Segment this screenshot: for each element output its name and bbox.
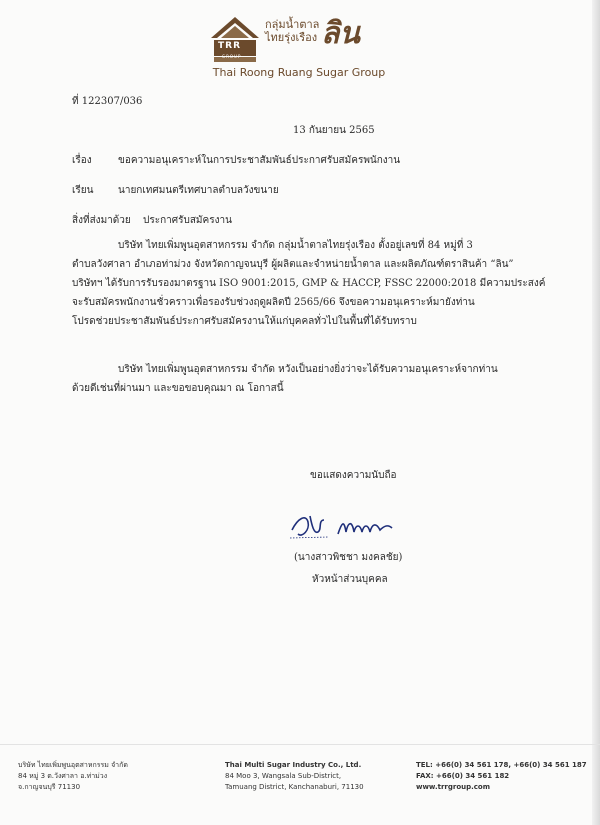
brand-lin-wordmark: ลิน [321,16,360,51]
closing-text: ขอแสดงความนับถือ [310,470,397,481]
brand-thai-name [265,18,319,44]
recipient-label: เรียน [72,185,94,196]
footer-line: Thai Multi Sugar Industry Co., Ltd. [225,761,362,769]
enclosure-label: สิ่งที่ส่งมาด้วย [72,215,131,226]
body-line: โปรดช่วยประชาสัมพันธ์ประกาศรับสมัครงานให้แก่บุคคลทั่วไปในพื้นที่ได้รับทราบ [72,316,417,327]
footer-fax: FAX: +66(0) 34 561 182 [416,772,510,780]
company-logo [209,12,389,82]
brand-english-name: Thai Roong Ruang Sugar Group [212,66,386,79]
body-line: บริษัท ไทยเพิ่มพูนอุตสาหกรรม จำกัด หวังเป็นอย่างยิ่งว่าจะได้รับความอนุเคราะห์จากท่าน [118,364,498,375]
logo-monogram-sub: GROUP [222,54,242,59]
letter-date: 13 กันยายน 2565 [293,125,375,136]
body-line: บริษัทฯ ได้รับการรับรองมาตรฐาน ISO 9001:2015, GMP & HACCP, FSSC 22000:2018 มีความประสงค์ [72,278,546,289]
brand-thai-line2: ไทยรุ่งเรือง [265,31,318,44]
subject-text: ขอความอนุเคราะห์ในการประชาสัมพันธ์ประกาศรับสมัครพนักงาน [118,155,401,166]
body-line: จะรับสมัครพนักงานชั่วคราวเพื่อรองรับช่วงฤดูผลิตปี 2565/66 จึงขอความอนุเคราะห์มายังท่าน [72,297,475,308]
body-paragraph-1 [72,236,545,331]
enclosure-text: ประกาศรับสมัครงาน [143,215,232,226]
page-edge [592,0,600,825]
recipient-text: นายกเทศมนตรีเทศบาลตำบลวังขนาย [118,185,279,196]
footer-line: บริษัท ไทยเพิ่มพูนอุตสาหกรรม จำกัด [18,761,128,769]
body-line: ตำบลวังศาลา อำเภอท่าม่วง จังหวัดกาญจนบุรี ผู้ผลิตและจำหน่ายน้ำตาล และผลิตภัณฑ์ตราสินค้า “ลิน” [72,259,514,270]
footer-tel: TEL: +66(0) 34 561 178, +66(0) 34 561 187 [416,761,587,769]
body-line: บริษัท ไทยเพิ่มพูนอุตสาหกรรม จำกัด กลุ่มน้ำตาลไทยรุ่งเรือง ตั้งอยู่เลขที่ 84 หมู่ที่ 3 [118,240,473,251]
footer-line: Tamuang District, Kanchanaburi, 71130 [225,783,364,791]
body-line: ด้วยดีเช่นที่ผ่านมา และขอขอบคุณมา ณ โอกาสนี้ [72,383,284,394]
subject-label: เรื่อง [72,155,92,166]
footer-website: www.trrgroup.com [416,783,491,791]
signer-title: หัวหน้าส่วนบุคคล [312,574,388,585]
brand-thai-line1: กลุ่มน้ำตาล [265,18,320,31]
footer-line: 84 Moo 3, Wangsala Sub-District, [225,772,342,780]
handwritten-signature [288,508,408,544]
reference-number: ที่ 122307/036 [72,96,143,107]
logo-monogram: TRR [218,41,241,51]
footer-contact [416,760,587,793]
footer-line: จ.กาญจนบุรี 71130 [18,783,81,791]
body-paragraph-2 [72,360,498,398]
footer-company-english [225,760,364,793]
footer-company-thai [18,760,128,793]
footer-line: 84 หมู่ 3 ต.วังศาลา อ.ท่าม่วง [18,772,108,780]
signer-name: (นางสาวพิชชา มงคลชัย) [294,552,403,563]
footer-divider [0,744,600,745]
